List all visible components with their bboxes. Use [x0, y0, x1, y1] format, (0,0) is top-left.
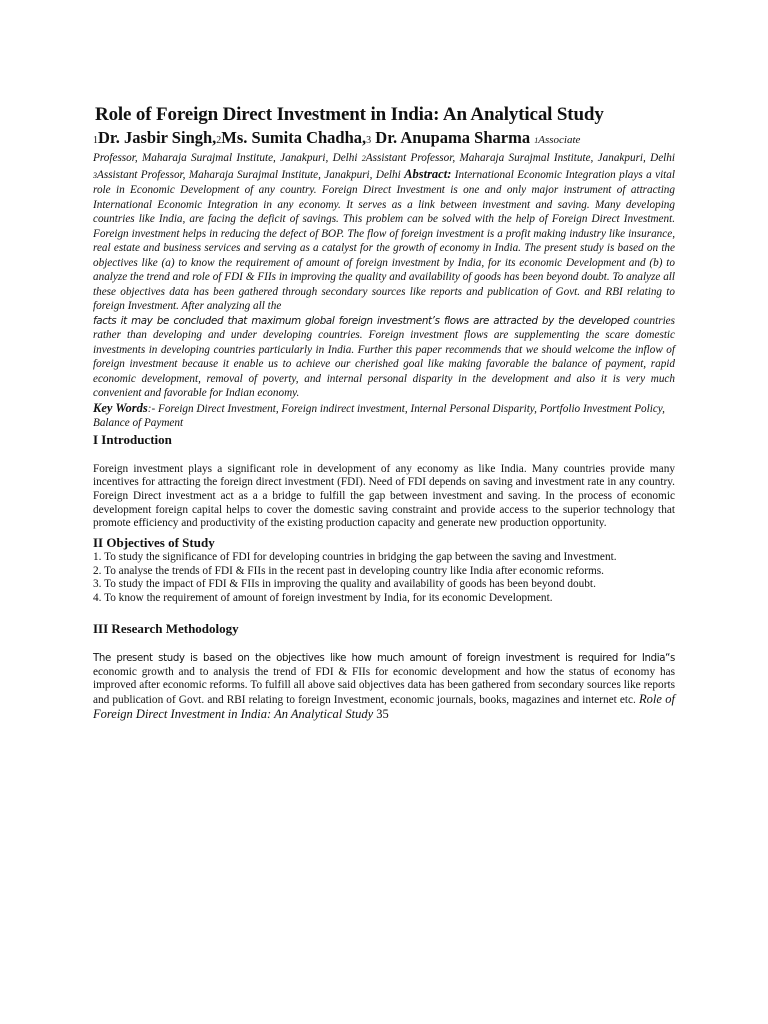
abstract-text-part1: International Economic Integration plays a vital role in Economic Development of any country. Foreign Direct Investment is one and only major instrument of attracting International Economic Integration in any economy. It serves as a link between investment and saving. Many developing countries like India, are facing the deficit of savings. This problem can be solved with the help of Foreign Direct Investment. Foreign investment helps in reducing the defect of BOP. The flow of foreign investment is a profit making industry like insurance, real estate and business services and serving as a catalyst for the growth of economy in India. The present study is based on the objectives like (a) to know the requirement of amount of foreign investment by India, for its economic Development and (b) to analyze the trend and role of FDI & FIIs in improving the quality and availability of goods has been beyond doubt. To analyze all these objectives data has been gathered through secondary sources like reports and publication of Govt. and RBI relating to foreign Investment. After analyzing all the [93, 168, 675, 312]
affiliation-1-text: Associate [538, 134, 581, 146]
introduction-paragraph: Foreign investment plays a significant role in development of any economy as like India. Many countries provide many incentives for attracting the foreign direct investment (FDI). Need of FDI depends on saving and investment rate in any country. Foreign Direct investment act as a a bridge to fulfill the gap between investment and saving. In the process of economic development foreign capital helps to cover the domestic saving constraint and provide access to the superior technology that promote efficiency and productivity of the existing production capacity and generate new production opportunity. [93, 462, 675, 530]
author-3-number: 3 [366, 135, 372, 146]
research-methodology-paragraph [93, 652, 675, 723]
page-number: 35 [373, 706, 389, 721]
affiliation-1-rest: Professor, Maharaja Surajmal Institute, Janakpuri, Delhi [93, 152, 362, 164]
objectives-list [93, 551, 675, 606]
methodology-text-sans: The present study is based on the objectives like how much amount of foreign investment is required for India“s [93, 652, 675, 664]
affiliation-3-text: Assistant Professor, Maharaja Surajmal Institute, Janakpuri, Delhi [97, 168, 405, 181]
abstract-label: Abstract: [404, 166, 452, 181]
methodology-text: economic growth and to analysis the trend of FDI & FIIs for economic development and how the status of economy has improved after economic reforms. To fulfill all above said objectives data has been gathered from secondary sources like reports and publication of Govt. and RBI relating to foreign Investment, economic journals, books, magazines and internet etc. [93, 665, 675, 706]
abstract-text-part2: countries rather than developing and under developing countries. Foreign investment flows are supplementing the scare domestic investments in developing countries particularly in India. Further this paper recommends that we should welcome the inflow of foreign investment because it enable us to achieve our cherished goal like making favorable the balance of payment, rapid economic development, removal of poverty, and internal personal disparity in the development and also it is very much convenient and favorable for Indian economy. [93, 314, 676, 399]
keywords-text: :- Foreign Direct Investment, Foreign indirect investment, Internal Personal Disparity, Portfolio Investment Policy, Balance of Payment [93, 402, 665, 429]
research-methodology-heading: III Research Methodology [93, 620, 239, 636]
objective-item: 1. To study the significance of FDI for developing countries in bridging the gap between the saving and Investment. [93, 551, 617, 564]
affiliation-2-number: 2 [361, 154, 366, 163]
paper-content [93, 103, 675, 722]
affiliation-2-text: Assistant Professor, Maharaja Surajmal Institute, Janakpuri, Delhi [365, 152, 675, 164]
keywords-label: Key Words [93, 400, 148, 415]
author-2-number: 2 [216, 135, 222, 146]
abstract-text-sans: facts it may be concluded that maximum global foreign investment’s flows are attracted by the developed [93, 314, 630, 327]
paper-title: Role of Foreign Direct Investment in India: An Analytical Study [95, 104, 604, 125]
author-3-name: Dr. Anupama Sharma [371, 128, 535, 147]
author-2-name: Ms. Sumita Chadha, [221, 128, 367, 147]
affiliations-and-abstract [93, 151, 675, 401]
introduction-heading: I Introduction [93, 431, 172, 447]
running-title: Role of Foreign Direct Investment in India: An Analytical Study [93, 691, 675, 721]
affiliation-1-number: 1 [534, 136, 539, 145]
author-1-number: 1 [93, 135, 98, 146]
author-1-name: Dr. Jasbir Singh, [98, 128, 217, 147]
objective-item: 2. To analyse the trends of FDI & FIIs in the recent past in developing country like India after economic reforms. [93, 564, 604, 577]
objective-item: 4. To know the requirement of amount of foreign investment by India, for its economic Development. [93, 592, 553, 605]
objective-item: 3. To study the impact of FDI & FIIs in improving the quality and availability of goods has been beyond doubt. [93, 578, 596, 591]
affiliation-1-start [534, 134, 580, 146]
affiliation-3-number: 3 [93, 170, 97, 180]
keywords [93, 401, 675, 431]
objectives-heading: II Objectives of Study [93, 535, 215, 551]
author-line [93, 127, 675, 151]
